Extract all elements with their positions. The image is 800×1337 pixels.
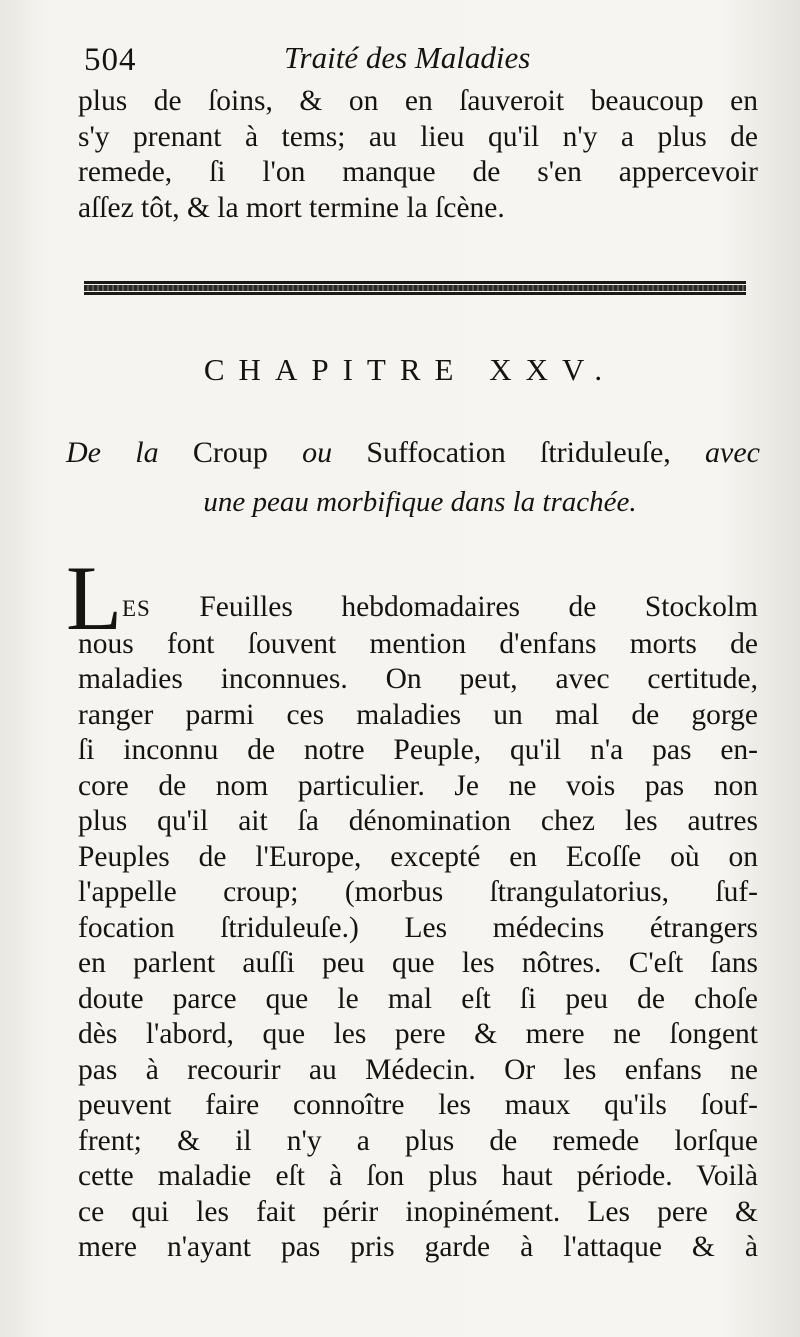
ornamental-rule <box>84 281 746 295</box>
text-line: ranger parmi ces maladies un mal de gorge <box>78 698 758 731</box>
main-paragraph <box>78 590 758 1266</box>
subtitle-part: Croup <box>158 436 303 469</box>
running-head: Traité des Maladies <box>284 40 531 75</box>
text-line: mere n'ayant pas pris garde à l'attaque & à <box>78 1231 758 1263</box>
chapter-subtitle-line2: une peau morbifique dans la trachée. <box>203 486 637 518</box>
page-header <box>84 38 756 82</box>
text-line: plus de ſoins, & on en ſauveroit beaucoup en <box>78 85 758 117</box>
text-line: core de nom particulier. Je ne vois pas non <box>78 769 758 802</box>
text-line: en parlent auſſi peu que les nôtres. C'eſt ſans <box>78 947 758 979</box>
chapter-subtitle <box>66 436 760 470</box>
text-line: Peuples de l'Europe, excepté en Ecoſſe où on <box>78 840 758 873</box>
text-line: nous font ſouvent mention d'enfans morts de <box>78 627 758 660</box>
text-line: cette maladie eſt à ſon plus haut période. Voilà <box>78 1160 758 1192</box>
text-line: doute parce que le mal eſt ſi peu de choſe <box>78 982 758 1015</box>
text-line: focation ſtriduleuſe.) Les médecins étrangers <box>78 911 758 944</box>
text-line: ce qui les fait périr inopinément. Les pere & <box>78 1195 758 1228</box>
text-line: peuvent faire connoître les maux qu'ils ſouf- <box>78 1089 758 1121</box>
text-line: s'y prenant à tems; au lieu qu'il n'y a plus de <box>78 120 758 153</box>
small-caps-text: ES <box>122 596 151 621</box>
text-line: maladies inconnues. On peut, avec certitude, <box>78 663 758 695</box>
text-line: l'appelle croup; (morbus ſtrangulatorius, ſuf- <box>78 876 758 908</box>
text-line <box>78 590 758 627</box>
text-line-rest: Feuilles hebdomadaires de Stockolm <box>150 591 758 623</box>
subtitle-part: ou <box>302 436 333 469</box>
drop-cap: L <box>66 547 123 649</box>
page-number: 504 <box>84 42 137 78</box>
subtitle-part: avec <box>705 436 760 469</box>
subtitle-part: Suffocation ſtriduleuſe, <box>332 436 706 469</box>
text-line: plus qu'il ait ſa dénomination chez les autres <box>78 805 758 837</box>
text-line: dès l'abord, que les pere & mere ne ſongent <box>78 1018 758 1050</box>
text-line: ſi inconnu de notre Peuple, qu'il n'a pas en- <box>78 734 758 766</box>
text-line: frent; & il n'y a plus de remede lorſque <box>78 1124 758 1157</box>
text-line: pas à recourir au Médecin. Or les enfans ne <box>78 1053 758 1086</box>
text-line: remede, ſi l'on manque de s'en appercevoir <box>78 156 758 188</box>
subtitle-part: De la <box>66 436 159 469</box>
top-paragraph <box>78 84 758 226</box>
chapter-heading: CHAPITRE XXV. <box>203 352 617 387</box>
text-line: aſſez tôt, & la mort termine la ſcène. <box>78 191 505 224</box>
